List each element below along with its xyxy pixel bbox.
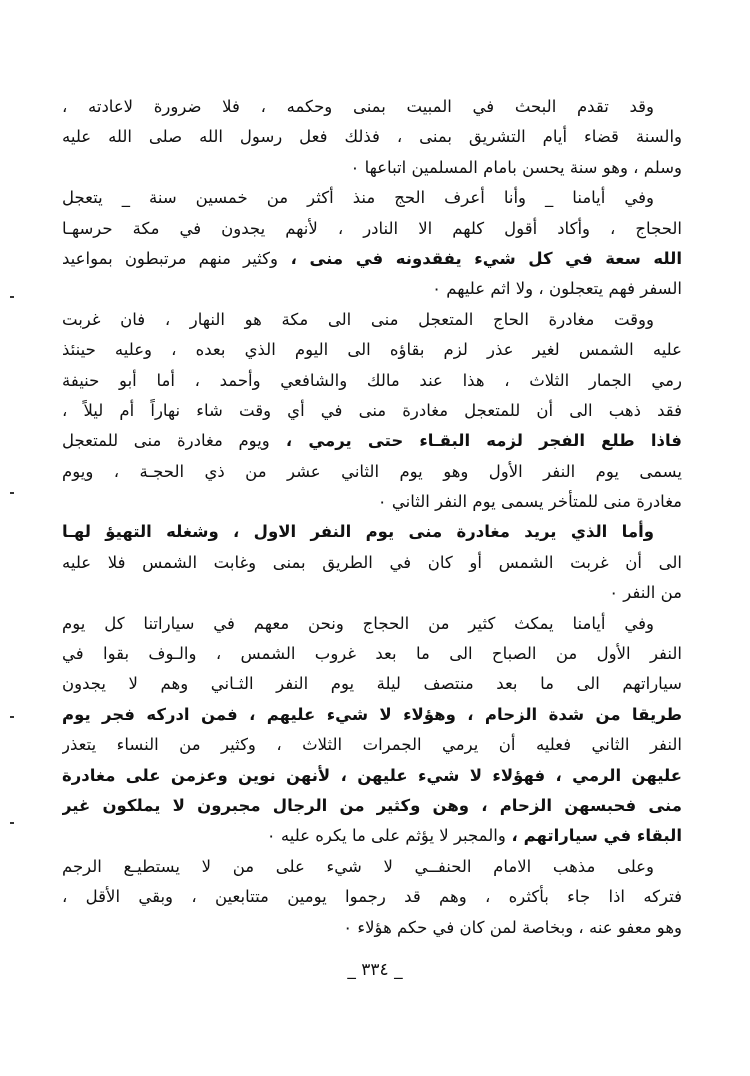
text-line <box>62 700 682 730</box>
text-line <box>62 457 682 487</box>
text-line <box>62 730 682 760</box>
text-segment: وفي أيامنا يمكث كثير من الحجاج ونحن معهم في سياراتنا كل يوم <box>62 613 654 633</box>
bold-text-segment: طريقا من شدة الزحام ، وهؤلاء لا شيء عليهم ، فمن ادركه فجر يوم <box>62 704 682 724</box>
text-line <box>62 578 682 608</box>
text-segment: السفر فهم يتعجلون ، ولا اثم عليهم ٠ <box>432 279 682 299</box>
scan-edge-mark <box>10 492 14 494</box>
text-segment: مغادرة منى للمتأخر يسمى يوم النفر الثاني ٠ <box>377 492 682 512</box>
bold-text-segment: الله سعة في كل شيء يفقدونه في منى ، <box>278 248 682 268</box>
text-segment: وقد تقدم البحث في المبيت بمنى وحكمه ، فلا ضرورة لاعادته ، <box>62 97 654 116</box>
paragraph <box>62 517 682 608</box>
text-line <box>62 791 682 821</box>
paragraph <box>62 183 682 305</box>
text-line <box>62 639 682 669</box>
text-segment: فقد ذهب الى أن للمتعجل مغادرة منى في أي وقت شاء نهاراً أم ليلاً ، <box>62 400 682 420</box>
text-segment: النفر الأول من الصباح الى ما بعد غروب الشمس ، والـوف بقوا في <box>62 644 682 664</box>
text-line <box>62 548 682 578</box>
text-line <box>62 913 682 943</box>
scan-edge-mark <box>10 296 14 298</box>
text-segment: والسنة قضاء أيام التشريق بمنى ، فذلك فعل رسول الله صلى الله عليه <box>62 127 682 147</box>
book-page-text <box>62 92 682 943</box>
text-line <box>62 761 682 791</box>
text-segment: وهو معفو عنه ، وبخاصة لمن كان في حكم هؤلاء ٠ <box>343 917 682 937</box>
bold-text-segment: منى فحبسهن الزحام ، وهن وكثير من الرجال مجبرون لا يملكون غير <box>62 795 682 815</box>
text-segment: الحجاج ، وأكاد أقول كلهم الا النادر ، لأنهم يجدون في مكة حرسهـا <box>62 218 682 238</box>
text-line <box>62 517 682 547</box>
text-segment: وفي أيامنا _ وأنا أعرف الحج منذ أكثر من خمسين سنة _ يتعجل <box>62 188 654 208</box>
paragraph <box>62 609 682 852</box>
text-line <box>62 396 682 426</box>
scan-edge-mark <box>10 822 14 824</box>
scan-edge-mark <box>10 716 14 718</box>
bold-text-segment: وأما الذي يريد مغادرة منى يوم النفر الاول ، وشغله التهيؤ لهـا <box>62 522 654 542</box>
text-line <box>62 335 682 365</box>
text-line <box>62 183 682 213</box>
page-number: _ ٣٣٤ _ <box>347 960 403 980</box>
text-line <box>62 214 682 244</box>
text-line <box>62 487 682 517</box>
text-segment: رمي الجمار الثلاث ، هذا عند مالك والشافعي وأحمد ، أما أبو حنيفة <box>62 370 682 390</box>
text-segment: والمجبر لا يؤثم على ما يكره عليه ٠ <box>266 826 506 846</box>
paragraph <box>62 92 682 183</box>
text-line <box>62 852 682 882</box>
text-segment: عليه الشمس لغير عذر لزم بقاؤه الى اليوم الذي بعده ، وعليه حينئذ <box>62 340 682 360</box>
text-segment: ويوم مغادرة منى للمتعجل <box>62 431 270 451</box>
text-line <box>62 609 682 639</box>
text-segment: فتركه اذا جاء بأكثره ، وهم قد رجموا يومين متتابعين ، وبقي الأقل ، <box>62 887 682 907</box>
text-segment: وعلى مذهب الامام الحنفــي لا شيء على من لا يستطيـع الرجم <box>62 856 654 876</box>
paragraph <box>62 305 682 518</box>
text-line <box>62 426 682 456</box>
text-segment: من النفر ٠ <box>609 583 682 603</box>
text-line <box>62 274 682 304</box>
text-line <box>62 821 682 851</box>
text-segment: الى أن غربت الشمس أو كان في الطريق بمنى وغابت الشمس فلا عليه <box>62 552 682 572</box>
text-segment: سياراتهم الى ما بعد منتصف ليلة يوم النفر الثـاني وهم لا يجدون <box>62 674 682 694</box>
text-line <box>62 305 682 335</box>
text-line <box>62 669 682 699</box>
bold-text-segment: البقاء في سياراتهم ، <box>505 826 682 846</box>
text-line <box>62 244 682 274</box>
paragraph <box>62 852 682 943</box>
text-line <box>62 882 682 912</box>
bold-text-segment: فاذا طلع الفجر لزمه البقـاء حتى يرمي ، <box>269 431 682 451</box>
text-line <box>62 366 682 396</box>
text-segment: يسمى يوم النفر الأول وهو يوم الثاني عشر من ذي الحجـة ، ويوم <box>62 461 682 481</box>
text-line <box>62 122 682 152</box>
text-line <box>62 92 682 122</box>
text-segment: وسلم ، وهو سنة يحسن بامام المسلمين اتباعها ٠ <box>350 157 682 177</box>
text-segment: النفر الثاني فعليه أن يرمي الجمرات الثلاث ، وكثير من النساء يتعذر <box>62 735 682 755</box>
bold-text-segment: عليهن الرمي ، فهؤلاء لا شيء عليهن ، لأنهن نوين وعزمن على مغادرة <box>62 765 682 785</box>
text-segment: ووقت مغادرة الحاج المتعجل منى الى مكة هو النهار ، فان غربت <box>62 309 654 329</box>
text-line <box>62 153 682 183</box>
text-segment: وكثير منهم مرتبطون بمواعيد <box>62 248 278 268</box>
